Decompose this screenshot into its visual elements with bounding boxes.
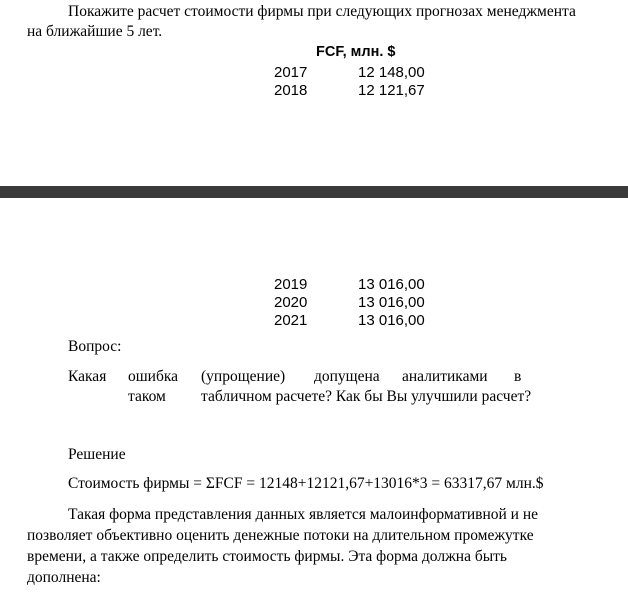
paragraph-line: Такая форма представления данных является малоинформативной и не bbox=[68, 506, 539, 523]
solution-formula: Стоимость фирмы = ΣFCF = 12148+12121,67+13016*3 = 63317,67 млн.$ bbox=[68, 475, 544, 492]
year-cell: 2018 bbox=[274, 82, 308, 99]
table-header: FCF, млн. $ bbox=[316, 44, 396, 60]
value-cell: 12 121,67 bbox=[358, 82, 425, 99]
paragraph-line: времени, а также определить стоимость фирмы. Эта форма должна быть bbox=[27, 548, 507, 565]
value-cell: 13 016,00 bbox=[358, 312, 425, 329]
intro-line-2: на ближайшие 5 лет. bbox=[27, 23, 163, 40]
page-break-bar bbox=[0, 186, 628, 198]
question-word: Какая bbox=[68, 368, 107, 385]
question-word: таком bbox=[128, 388, 166, 405]
value-cell: 12 148,00 bbox=[358, 64, 425, 81]
solution-label: Решение bbox=[68, 446, 126, 463]
question-word: в bbox=[514, 368, 522, 385]
year-cell: 2019 bbox=[274, 276, 308, 293]
question-word: ошибка bbox=[128, 368, 179, 385]
paragraph-line: позволяет объективно оценить денежные потоки на длительном промежутке bbox=[27, 527, 534, 544]
year-cell: 2017 bbox=[274, 64, 308, 81]
paragraph-line: дополнена: bbox=[27, 569, 101, 586]
intro-line-1: Покажите расчет стоимости фирмы при следующих прогнозах менеджмента bbox=[68, 3, 576, 20]
question-word: допущена bbox=[314, 368, 380, 385]
year-cell: 2021 bbox=[274, 312, 308, 329]
question-label: Вопрос: bbox=[68, 338, 122, 355]
question-word: аналитиками bbox=[402, 368, 488, 385]
value-cell: 13 016,00 bbox=[358, 294, 425, 311]
question-word: (упрощение) bbox=[201, 368, 286, 385]
year-cell: 2020 bbox=[274, 294, 308, 311]
question-word: табличном расчете? Как бы Вы улучшили расчет? bbox=[201, 388, 532, 405]
value-cell: 13 016,00 bbox=[358, 276, 425, 293]
